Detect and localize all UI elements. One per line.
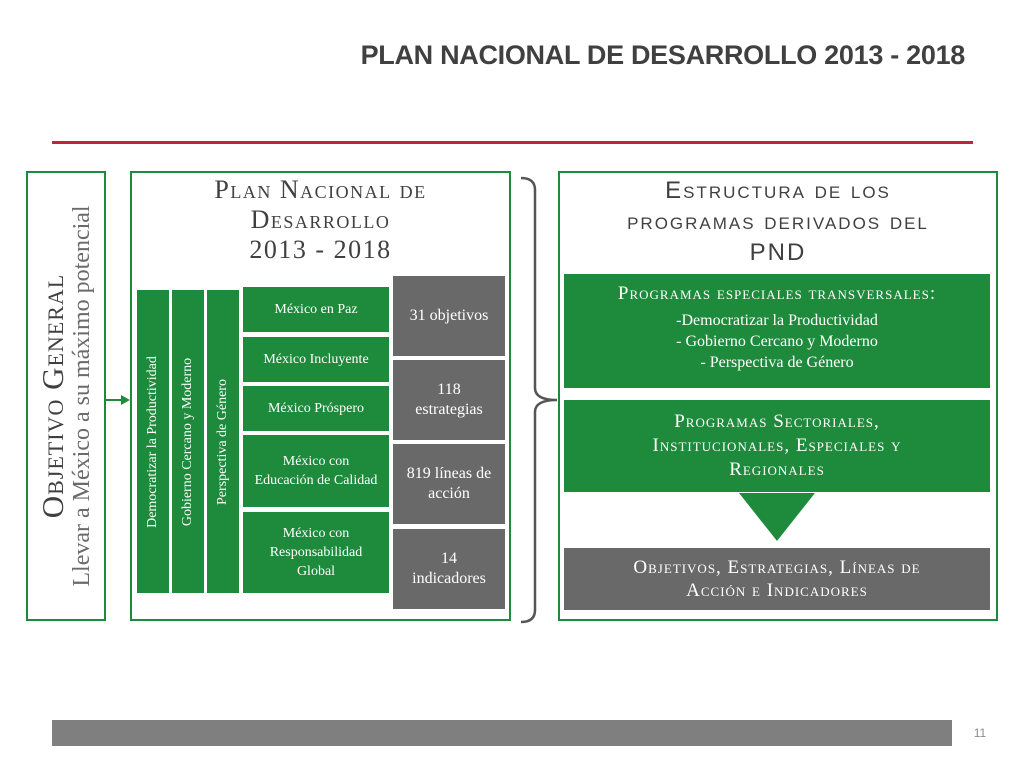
bracket-connector xyxy=(517,176,559,626)
indicator-objetivos: 31 objetivos xyxy=(393,276,505,356)
objetivo-general-statement: Llevar a México a su máximo potencial xyxy=(68,205,95,587)
indicator-lineas-accion: 819 líneas de acción xyxy=(393,444,505,524)
plan-title-line: 2013 - 2018 xyxy=(249,235,392,264)
footer-bar xyxy=(52,720,952,746)
indicator-estrategias: 118 estrategias xyxy=(393,360,505,440)
slide-title: PLAN NACIONAL DE DESARROLLO 2013 - 2018 xyxy=(360,40,965,70)
strategy-bar-productividad xyxy=(137,290,169,593)
meta-mexico-educacion: México con Educación de Calidad xyxy=(243,435,389,507)
objetivo-general-text xyxy=(26,171,106,621)
programas-sectoriales-panel xyxy=(564,400,990,492)
estructura-title-line: Estructura de los xyxy=(665,177,891,204)
strategy-bar-genero xyxy=(207,290,239,593)
strategy-bar-gobierno xyxy=(172,290,204,593)
indicator-indicadores: 14 indicadores xyxy=(393,529,505,609)
strategy-label: Gobierno Cercano y Moderno xyxy=(180,357,195,526)
page-number: 11 xyxy=(973,726,987,740)
plan-title-line: Plan Nacional de xyxy=(214,175,427,204)
objetivos-estrategias-line: Objetivos, Estrategias, Líneas de xyxy=(633,557,921,578)
meta-mexico-responsabilidad: México con Responsabilidad Global xyxy=(243,512,389,593)
estructura-title xyxy=(558,175,998,268)
programas-transversales-panel xyxy=(564,274,990,388)
estructura-title-line: programas derivados del xyxy=(627,208,929,235)
objetivos-estrategias-panel xyxy=(564,548,990,610)
strategy-label: Perspectiva de Género xyxy=(215,378,230,505)
estructura-title-line: PND xyxy=(749,239,807,266)
meta-mexico-en-paz: México en Paz xyxy=(243,287,389,332)
meta-mexico-prospero: México Próspero xyxy=(243,386,389,431)
strategy-label: Democratizar la Productividad xyxy=(145,355,160,528)
meta-mexico-incluyente: México Incluyente xyxy=(243,337,389,382)
arrow-right-icon xyxy=(106,393,130,407)
programas-sectoriales-line: Regionales xyxy=(729,459,825,480)
programas-sectoriales-line: Programas Sectoriales, xyxy=(674,411,880,432)
programas-sectoriales-line: Institucionales, Especiales y xyxy=(652,435,902,456)
objetivos-estrategias-line: Acción e Indicadores xyxy=(686,580,868,601)
arrow-down-icon xyxy=(739,493,815,541)
programa-transversal-item: - Gobierno Cercano y Moderno xyxy=(676,333,878,350)
objetivo-general-heading: Objetivo General xyxy=(35,273,71,519)
programa-transversal-item: - Perspectiva de Género xyxy=(700,354,854,371)
plan-title-line: Desarrollo xyxy=(250,205,391,234)
programa-transversal-item: -Democratizar la Productividad xyxy=(676,312,878,329)
programas-transversales-heading: Programas especiales transversales: xyxy=(617,283,937,304)
plan-nacional-title xyxy=(130,175,511,265)
title-rule xyxy=(52,141,973,144)
